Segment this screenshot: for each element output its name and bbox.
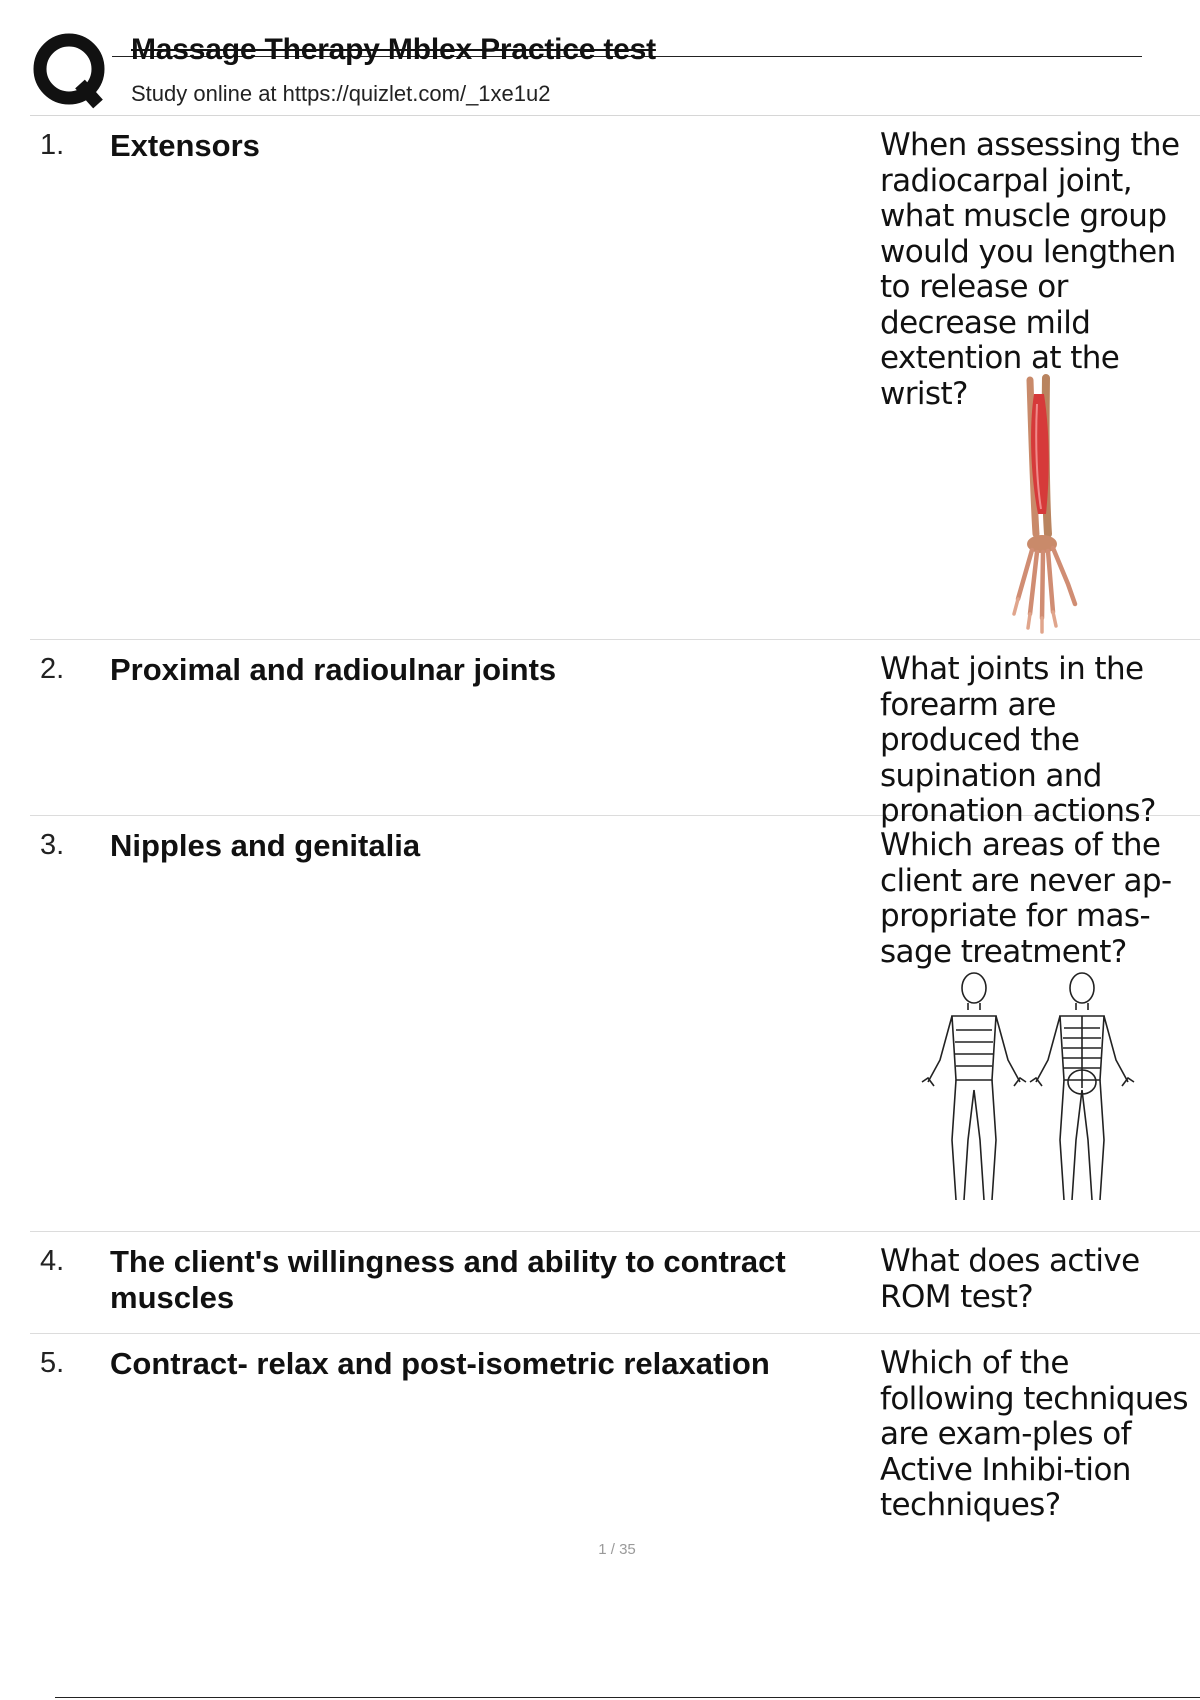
card-number: 5. bbox=[40, 1347, 65, 1379]
card-1 bbox=[30, 116, 1200, 640]
card-2 bbox=[30, 640, 1200, 829]
quizlet-logo-icon bbox=[32, 32, 112, 112]
study-online-line: Study online at https://quizlet.com/_1xe1u2 bbox=[131, 81, 551, 106]
forearm-anatomy-icon bbox=[990, 374, 1100, 636]
card-definition: Which areas of the client are never ap-propriate for mas-sage treatment? bbox=[880, 827, 1172, 970]
document-title: Massage Therapy Mblex Practice test bbox=[131, 33, 656, 66]
card-term: Proximal and radioulnar joints bbox=[110, 652, 557, 687]
card-definition: Which of the following techniques are exam-ples of Active Inhibi-tion techniques? bbox=[880, 1345, 1188, 1523]
card-definition: When assessing the radiocarpal joint, what muscle group would you lengthen to release or decrease mild extention at the wrist? bbox=[880, 127, 1180, 412]
page-number: 1 / 35 bbox=[598, 1541, 636, 1558]
body-diagram-icon bbox=[912, 970, 1150, 1210]
card-term: Contract- relax and post-isometric relaxation bbox=[110, 1346, 770, 1381]
card-definition: What joints in the forearm are produced the supination and pronation actions? bbox=[880, 651, 1156, 829]
card-number: 1. bbox=[40, 129, 65, 161]
card-definition: What does active ROM test? bbox=[880, 1243, 1140, 1315]
card-number: 2. bbox=[40, 653, 65, 685]
card-3 bbox=[30, 816, 1200, 1232]
card-4 bbox=[30, 1232, 1200, 1334]
card-number: 3. bbox=[40, 829, 65, 861]
card-5 bbox=[30, 1334, 1200, 1523]
card-term: The client's willingness and ability to contract muscles bbox=[110, 1244, 786, 1315]
footer-rule bbox=[55, 1697, 1200, 1698]
card-term: Extensors bbox=[110, 128, 260, 163]
card-number: 4. bbox=[40, 1245, 65, 1277]
card-term: Nipples and genitalia bbox=[110, 828, 421, 863]
